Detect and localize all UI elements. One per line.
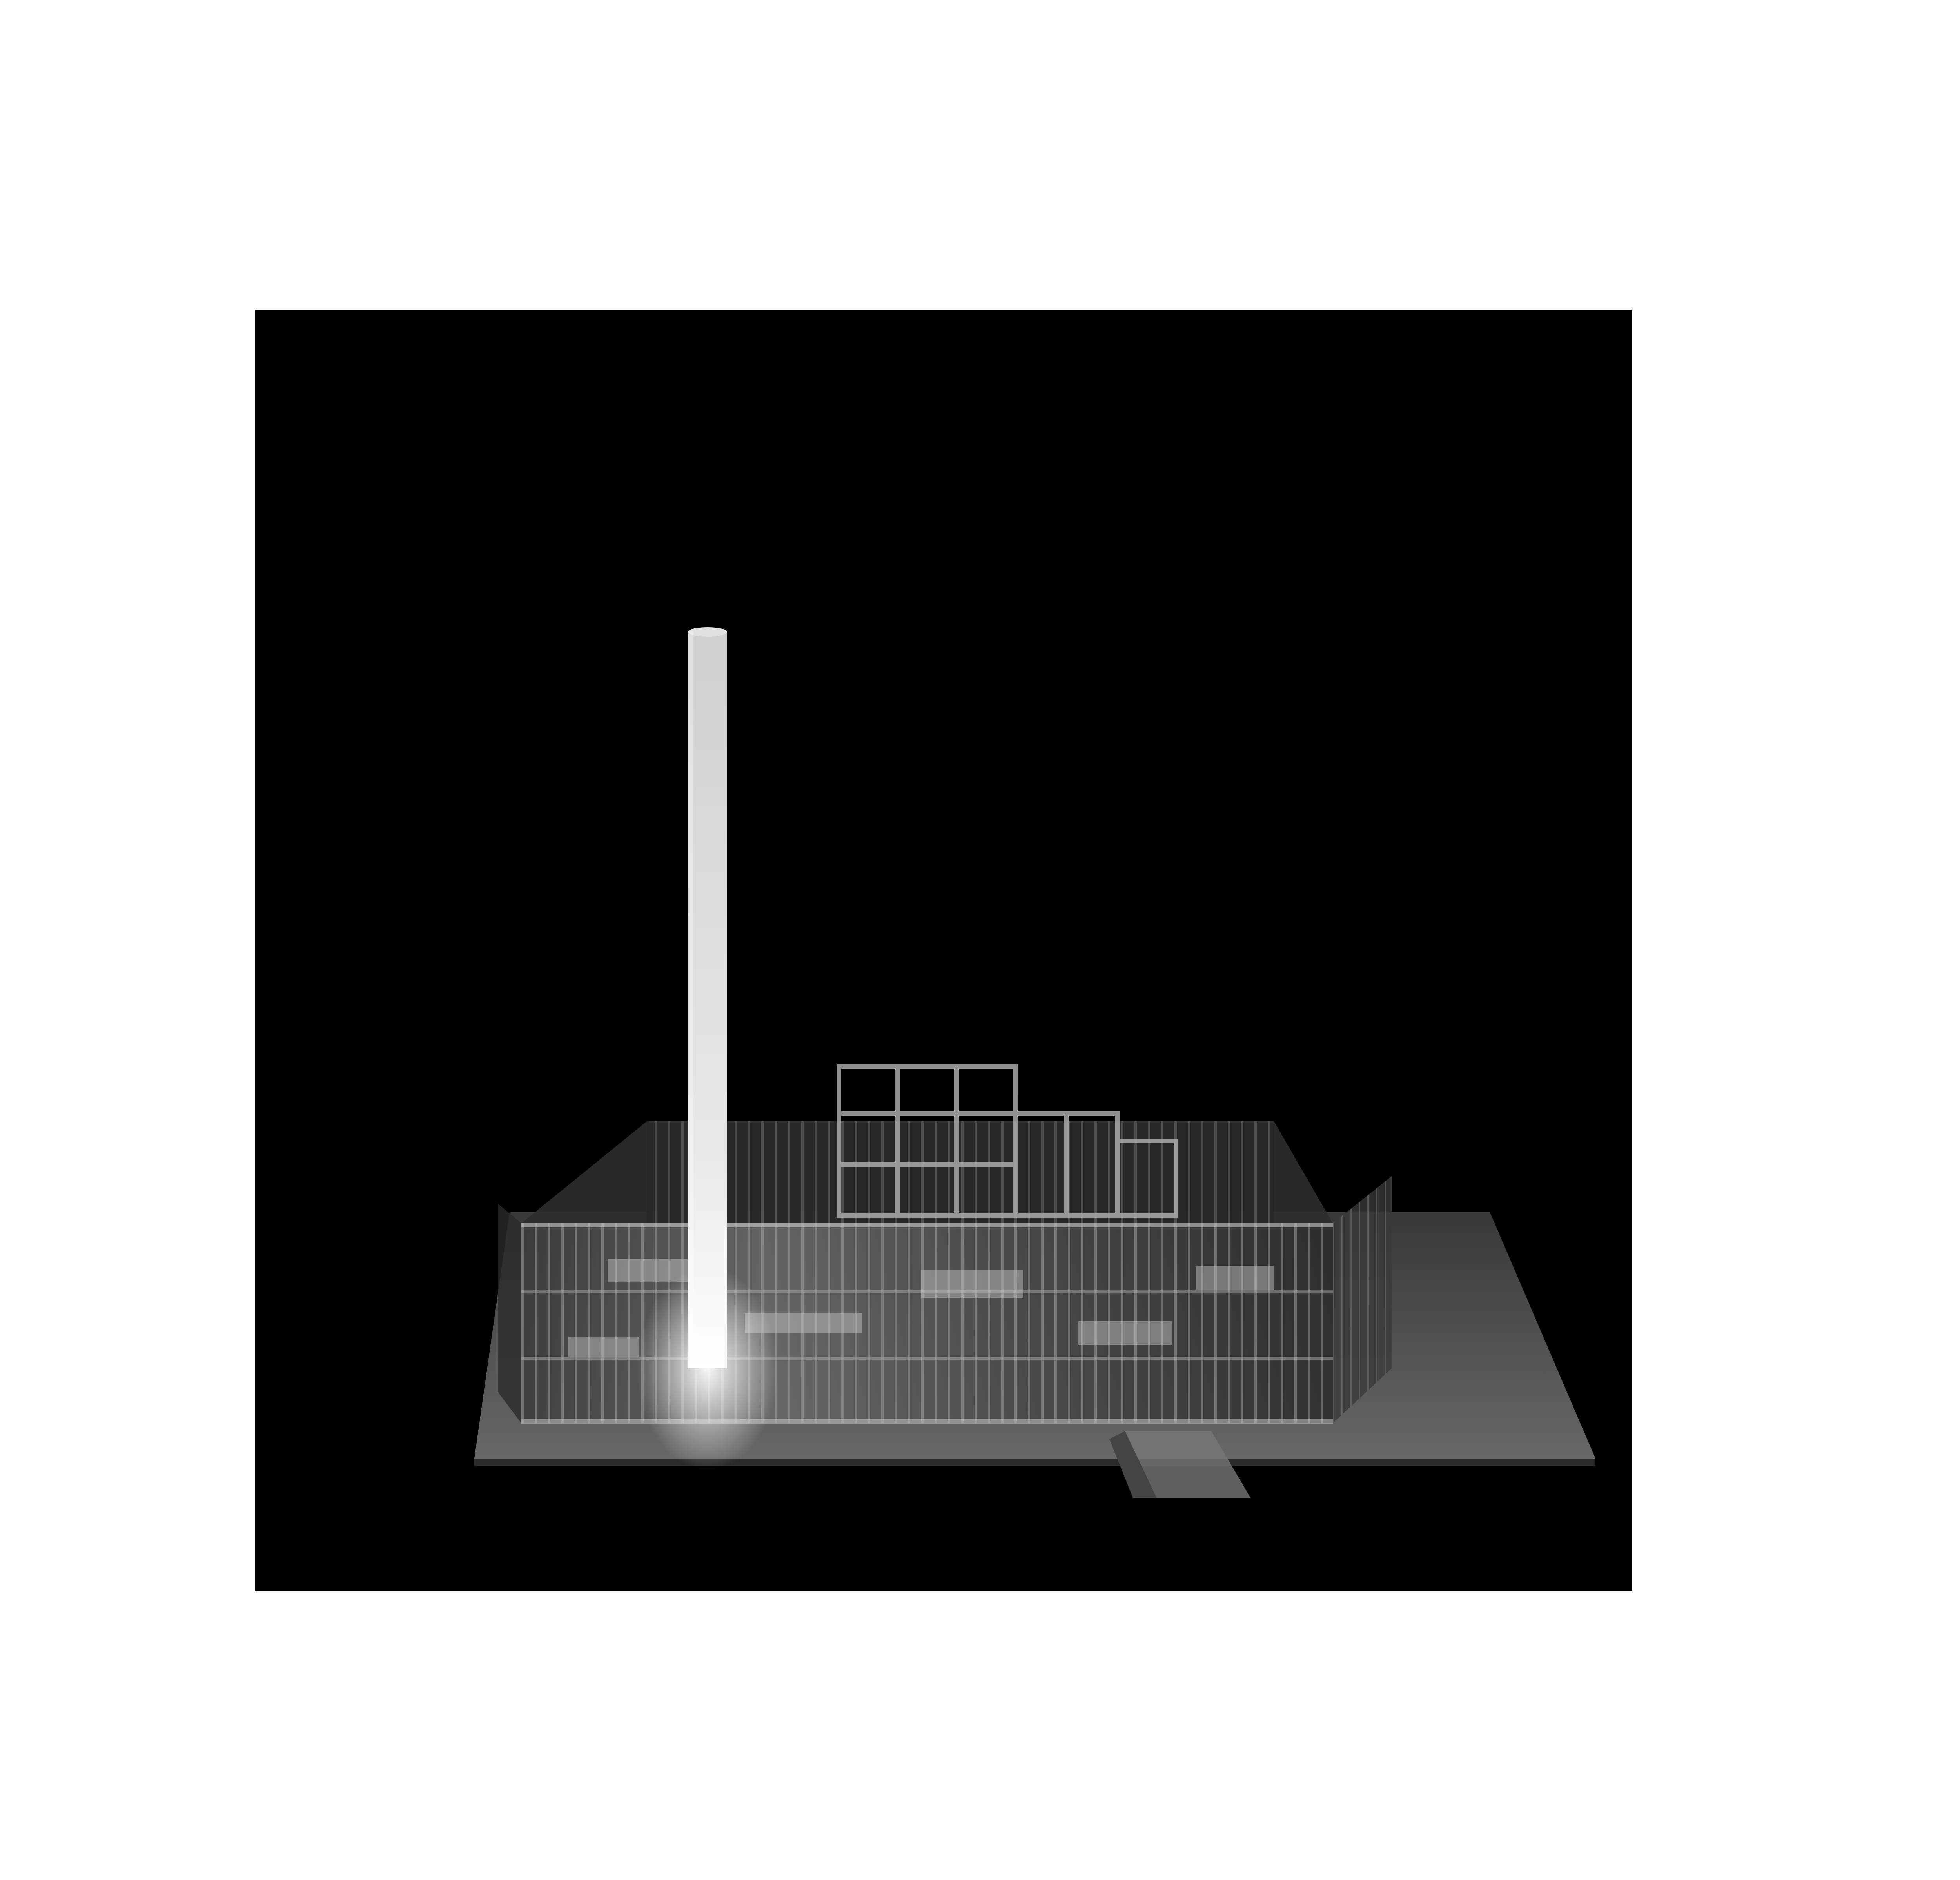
- architectural-model-photo: [255, 310, 1632, 1591]
